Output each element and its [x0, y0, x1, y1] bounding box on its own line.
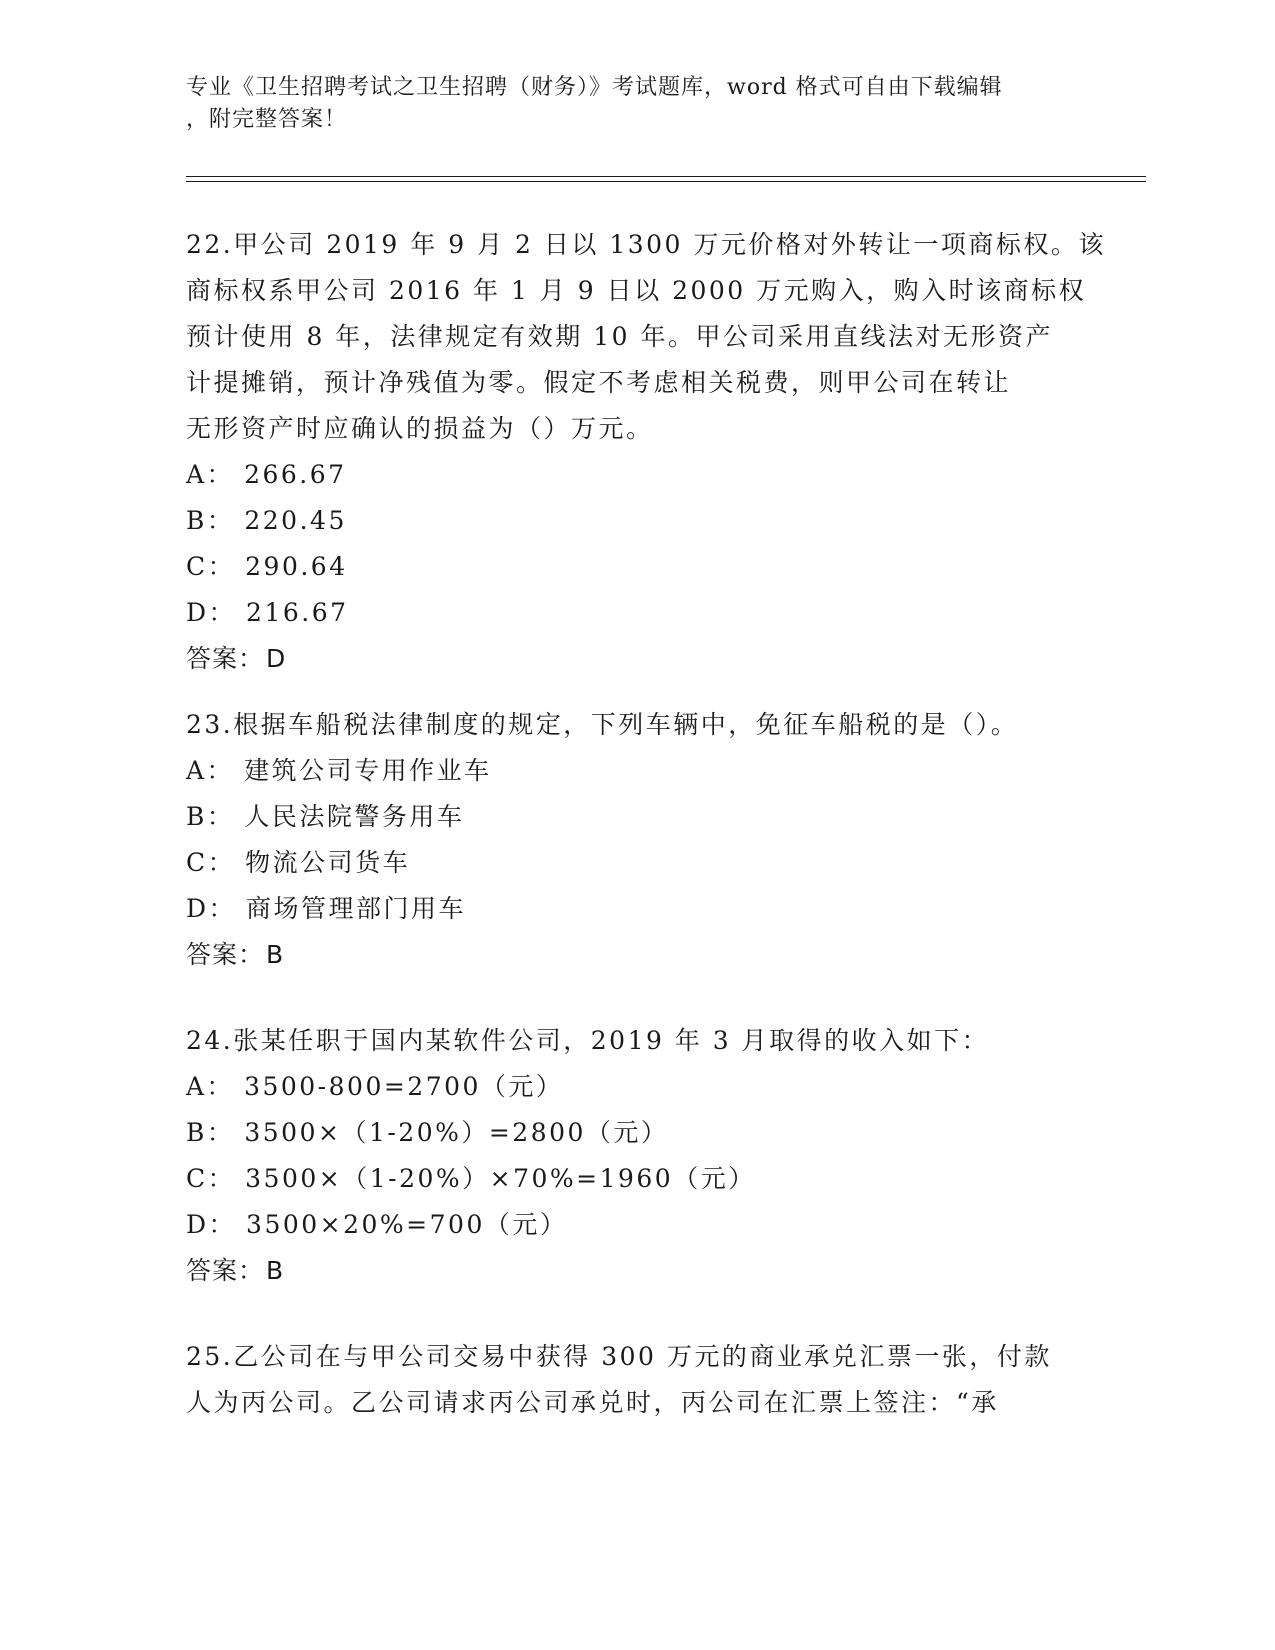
option-label: D： [186, 894, 237, 923]
answer-value: D [266, 644, 287, 673]
option-label: A： [186, 756, 235, 785]
option-a [186, 748, 1086, 794]
question-text [186, 222, 1106, 452]
option-label: B： [186, 1118, 235, 1147]
answer-label: 答案： [186, 940, 265, 969]
option-b [186, 1110, 1086, 1156]
header-line-1: 专业《卫生招聘考试之卫生招聘（财务）》考试题库，word 格式可自由下载编辑 [186, 75, 1003, 100]
option-label: B： [186, 506, 235, 535]
question-text [186, 1334, 1086, 1426]
option-label: B： [186, 802, 235, 831]
header-line-2: ，附完整答案！ [186, 107, 348, 132]
answer-value: B [266, 940, 285, 969]
option-label: D： [186, 1210, 237, 1239]
option-label: A： [186, 1072, 235, 1101]
option-value: 3500-800=2700（元） [244, 1072, 564, 1101]
option-c [186, 840, 1086, 886]
option-value: 商场管理部门用车 [246, 894, 467, 923]
option-value: 人民法院警务用车 [244, 802, 465, 831]
option-a [186, 452, 1086, 498]
option-label: D： [186, 598, 237, 627]
question-text-line: 23.根据车船税法律制度的规定，下列车辆中，免征车船税的是（）。 [186, 710, 1019, 739]
answer-label: 答案： [186, 1256, 265, 1285]
option-c [186, 544, 1086, 590]
header-divider [186, 176, 1146, 182]
option-value: 290.64 [245, 552, 348, 581]
question-25 [186, 1334, 1086, 1426]
question-text-line: 商标权系甲公司 2016 年 1 月 9 日以 2000 万元购入，购入时该商标权 [186, 276, 1087, 305]
question-text [186, 702, 1086, 748]
question-text-line: 24.张某任职于国内某软件公司，2019 年 3 月取得的收入如下： [186, 1026, 990, 1055]
question-22 [186, 222, 1106, 682]
option-a [186, 1064, 1086, 1110]
question-text [186, 1018, 1086, 1064]
option-b [186, 794, 1086, 840]
question-text-line: 计提摊销，预计净残值为零。假定不考虑相关税费，则甲公司在转让 [186, 368, 1012, 397]
option-label: C： [186, 552, 236, 581]
option-value: 物流公司货车 [245, 848, 411, 877]
option-value: 220.45 [244, 506, 347, 535]
question-23 [186, 702, 1086, 978]
option-value: 216.67 [246, 598, 349, 627]
answer-label: 答案： [186, 644, 265, 673]
option-value: 266.67 [244, 460, 347, 489]
option-value: 3500×（1-20%）=2800（元） [244, 1118, 669, 1147]
question-text-line: 25.乙公司在与甲公司交易中获得 300 万元的商业承兑汇票一张，付款 [186, 1342, 1052, 1371]
question-24 [186, 1018, 1086, 1294]
question-text-line: 无形资产时应确认的损益为（）万元。 [186, 414, 654, 443]
option-value: 3500×20%=700（元） [246, 1210, 568, 1239]
option-label: C： [186, 848, 236, 877]
answer [186, 636, 1086, 682]
option-label: A： [186, 460, 235, 489]
question-text-line: 人为丙公司。乙公司请求丙公司承兑时，丙公司在汇票上签注：“承 [186, 1388, 999, 1417]
option-b [186, 498, 1086, 544]
option-d [186, 886, 1086, 932]
option-d [186, 1202, 1086, 1248]
answer [186, 1248, 1086, 1294]
document-header [186, 72, 1066, 136]
option-d [186, 590, 1086, 636]
option-value: 3500×（1-20%）×70%=1960（元） [245, 1164, 756, 1193]
option-value: 建筑公司专用作业车 [244, 756, 492, 785]
option-c [186, 1156, 1086, 1202]
answer-value: B [266, 1256, 285, 1285]
option-label: C： [186, 1164, 236, 1193]
question-text-line: 22.甲公司 2019 年 9 月 2 日以 1300 万元价格对外转让一项商标权。该 [186, 230, 1106, 259]
question-text-line: 预计使用 8 年，法律规定有效期 10 年。甲公司采用直线法对无形资产 [186, 322, 1054, 351]
answer [186, 932, 1086, 978]
